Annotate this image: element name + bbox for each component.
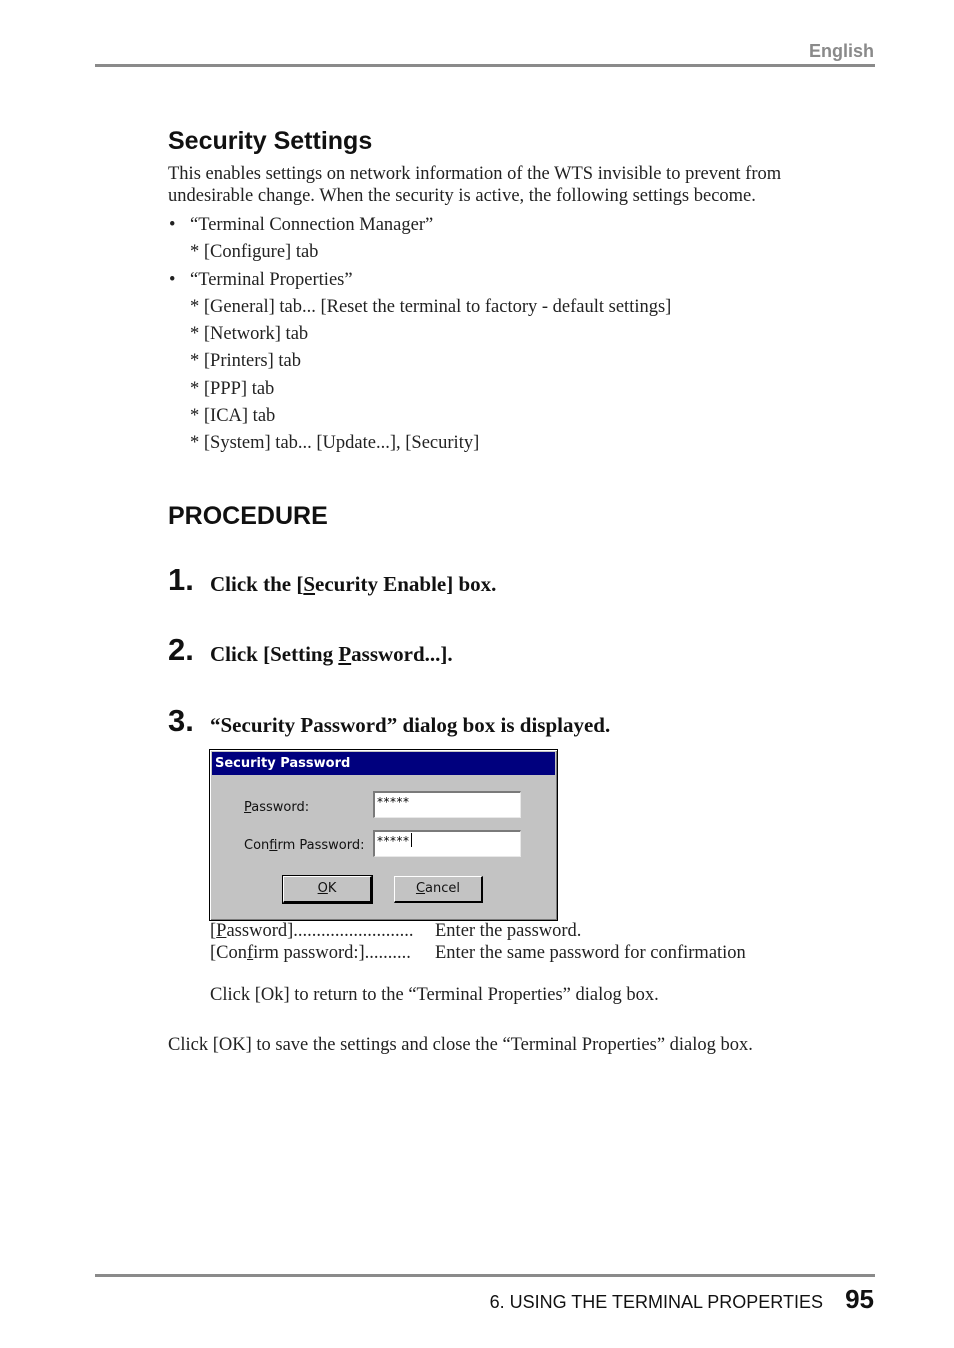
header-rule (95, 64, 875, 67)
section-title-procedure: PROCEDURE (168, 502, 328, 530)
final-note: Click [OK] to save the settings and close the “Terminal Properties” dialog box. (168, 1035, 753, 1055)
page-number: 95 (845, 1284, 874, 1314)
confirm-explanation: [Confirm password:].......... Enter the same password for confirmation (210, 943, 746, 963)
list-item: * [Printers] tab (190, 351, 301, 372)
ok-note: Click [Ok] to return to the “Terminal Properties” dialog box. (210, 985, 659, 1005)
security-settings-list (168, 212, 671, 458)
section-title-security: Security Settings (168, 127, 373, 155)
dialog-title-bar: Security Password (212, 752, 555, 775)
confirm-password-field[interactable]: ***** (373, 830, 521, 857)
header-language-label: English (808, 41, 874, 61)
security-password-dialog (209, 749, 558, 921)
footer-rule (95, 1274, 875, 1277)
password-label: Password: (244, 800, 310, 815)
password-explanation: [Password].......................... Enter the password. (210, 921, 582, 941)
step-number-2: 2. (168, 632, 194, 667)
password-field[interactable]: ***** (373, 791, 521, 818)
list-item: * [Configure] tab (190, 242, 319, 263)
step-number-1: 1. (168, 562, 194, 597)
step-text-3: “Security Password” dialog box is displayed. (210, 713, 611, 737)
list-item: • “Terminal Connection Manager” (168, 212, 671, 239)
list-item: • “Terminal Properties” (168, 267, 671, 294)
ok-button[interactable]: OK (283, 876, 372, 903)
step-text-2: Click [Setting Password...]. (210, 642, 453, 666)
list-item: * [Network] tab (190, 324, 309, 345)
step-number-3: 3. (168, 703, 194, 738)
security-intro: This enables settings on network information of the WTS invisible to prevent from undesirable change. When the security is active, the following settings become. (168, 164, 782, 206)
footer-section-title: 6. USING THE TERMINAL PROPERTIES (489, 1292, 823, 1312)
confirm-password-label: Confirm Password: (244, 838, 365, 853)
list-item: * [ICA] tab (190, 406, 276, 427)
list-item: * [General] tab... [Reset the terminal to factory - default settings] (190, 296, 672, 317)
cancel-button[interactable]: Cancel (394, 876, 483, 903)
step-text-1: Click the [Security Enable] box. (210, 572, 497, 596)
list-item: * [System] tab... [Update...], [Security] (190, 433, 480, 454)
text-caret (411, 833, 412, 847)
list-item: * [PPP] tab (190, 378, 275, 399)
